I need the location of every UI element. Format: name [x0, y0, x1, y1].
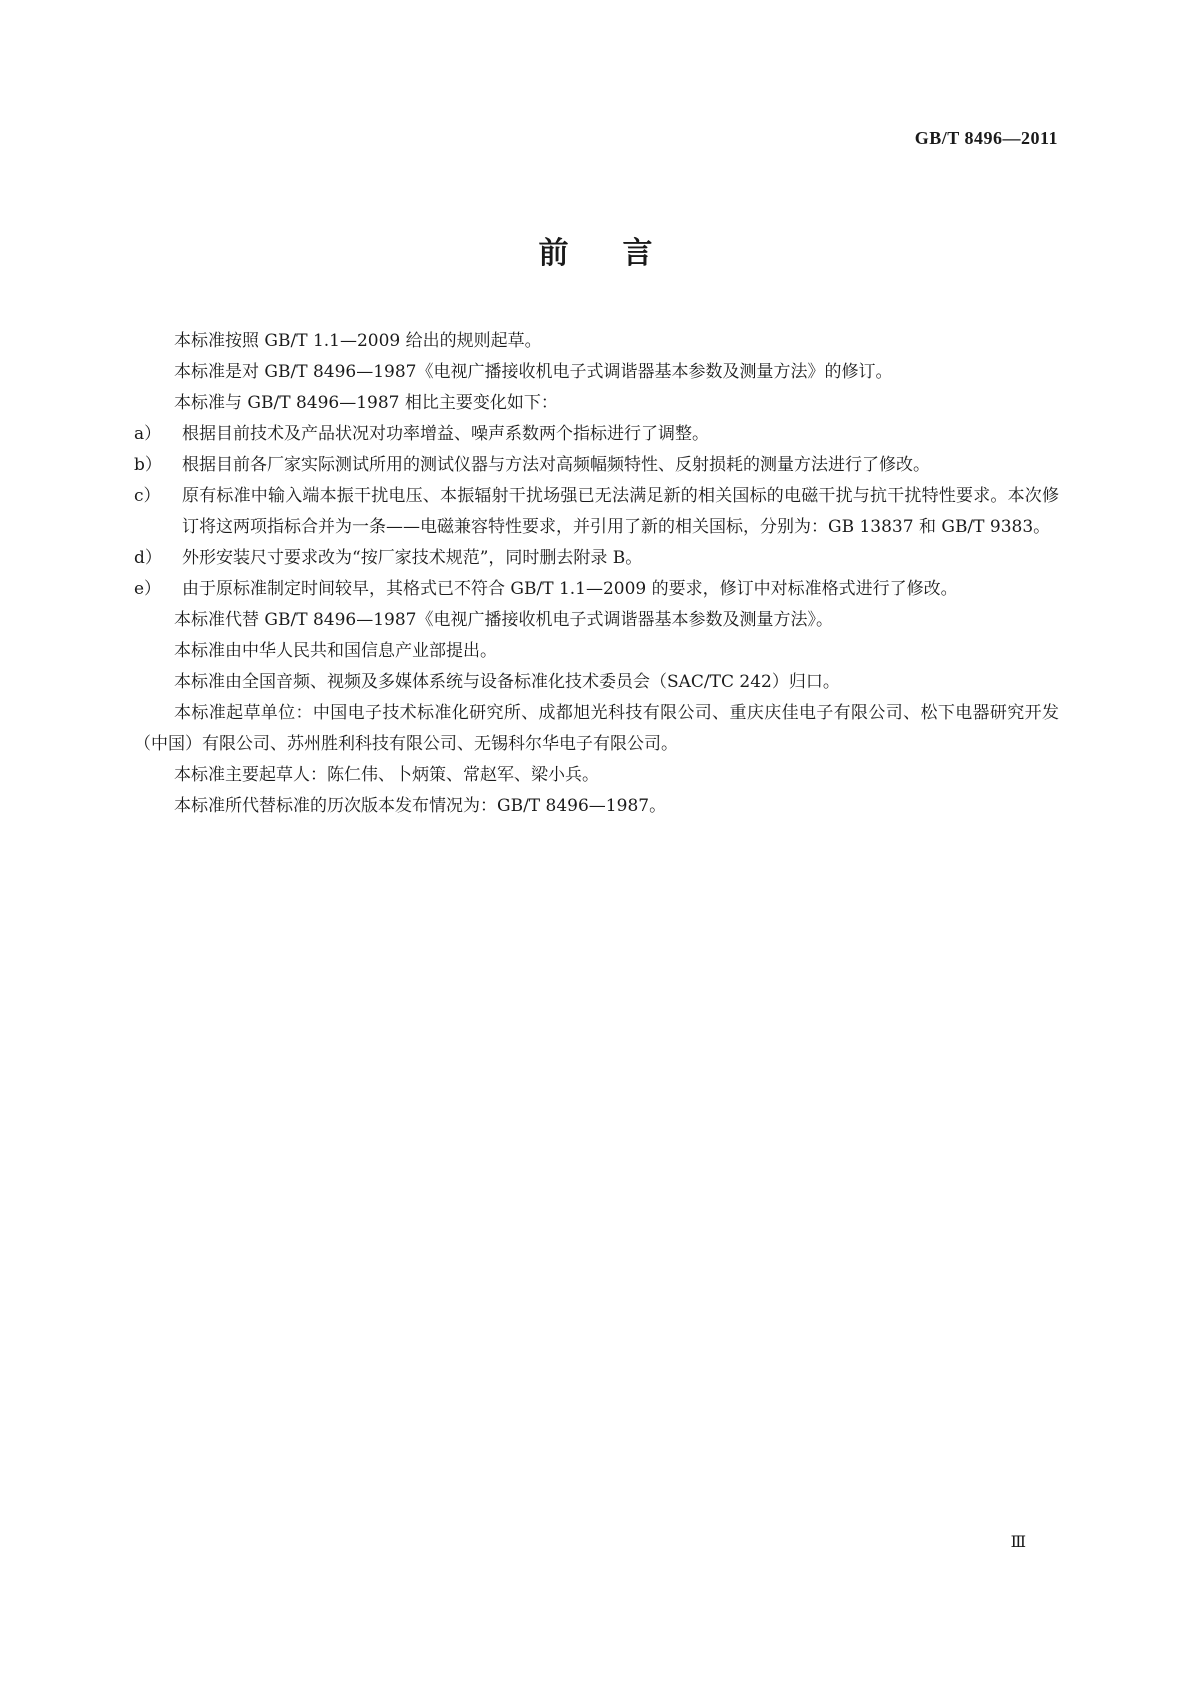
list-item-label: c） [134, 486, 161, 506]
page-number: Ⅲ [1010, 1534, 1026, 1551]
foreword-body [134, 326, 1059, 822]
list-item [134, 543, 1059, 574]
list-item-label: a） [134, 424, 162, 444]
list-item [134, 450, 1059, 481]
list-item-text: 由于原标准制定时间较早，其格式已不符合 GB/T 1.1—2009 的要求，修订中对标准格式进行了修改。 [182, 579, 958, 599]
list-item-label: b） [134, 455, 162, 475]
list-item [134, 574, 1059, 605]
paragraph: 本标准按照 GB/T 1.1—2009 给出的规则起草。 [174, 331, 542, 351]
list-item-text: 根据目前各厂家实际测试所用的测试仪器与方法对高频幅频特性、反射损耗的测量方法进行了修改。 [182, 455, 930, 475]
list-item-label: e） [134, 579, 162, 599]
paragraph: 本标准是对 GB/T 8496—1987《电视广播接收机电子式调谐器基本参数及测量方法》的修订。 [174, 362, 893, 382]
standard-number: GB/T 8496—2011 [914, 128, 1058, 148]
paragraph: 本标准由中华人民共和国信息产业部提出。 [174, 641, 497, 661]
list-item-label: d） [134, 548, 162, 568]
list-item [134, 419, 1059, 450]
paragraph: 本标准代替 GB/T 8496—1987《电视广播接收机电子式调谐器基本参数及测量方法》。 [174, 610, 833, 630]
paragraph: 本标准起草单位：中国电子技术标准化研究所、成都旭光科技有限公司、重庆庆佳电子有限公司、松下电器研究开发（中国）有限公司、苏州胜利科技有限公司、无锡科尔华电子有限公司。 [134, 703, 1059, 754]
list-item-text: 外形安装尺寸要求改为“按厂家技术规范”，同时删去附录 B。 [182, 548, 643, 568]
list-item-text: 根据目前技术及产品状况对功率增益、噪声系数两个指标进行了调整。 [182, 424, 709, 444]
paragraph: 本标准主要起草人：陈仁伟、卜炳策、常赵军、梁小兵。 [174, 765, 599, 785]
list-item-text: 原有标准中输入端本振干扰电压、本振辐射干扰场强已无法满足新的相关国标的电磁干扰与抗干扰特性要求。本次修订将这两项指标合并为一条——电磁兼容特性要求，并引用了新的相关国标，分别为：GB 13837 和 GB/T 9383。 [182, 486, 1059, 537]
page-title: 前言 [538, 236, 707, 271]
list-item [134, 481, 1059, 543]
paragraph: 本标准由全国音频、视频及多媒体系统与设备标准化技术委员会（SAC/TC 242）归口。 [174, 672, 840, 692]
paragraph: 本标准与 GB/T 8496—1987 相比主要变化如下： [174, 393, 558, 413]
paragraph: 本标准所代替标准的历次版本发布情况为：GB/T 8496—1987。 [174, 796, 667, 816]
